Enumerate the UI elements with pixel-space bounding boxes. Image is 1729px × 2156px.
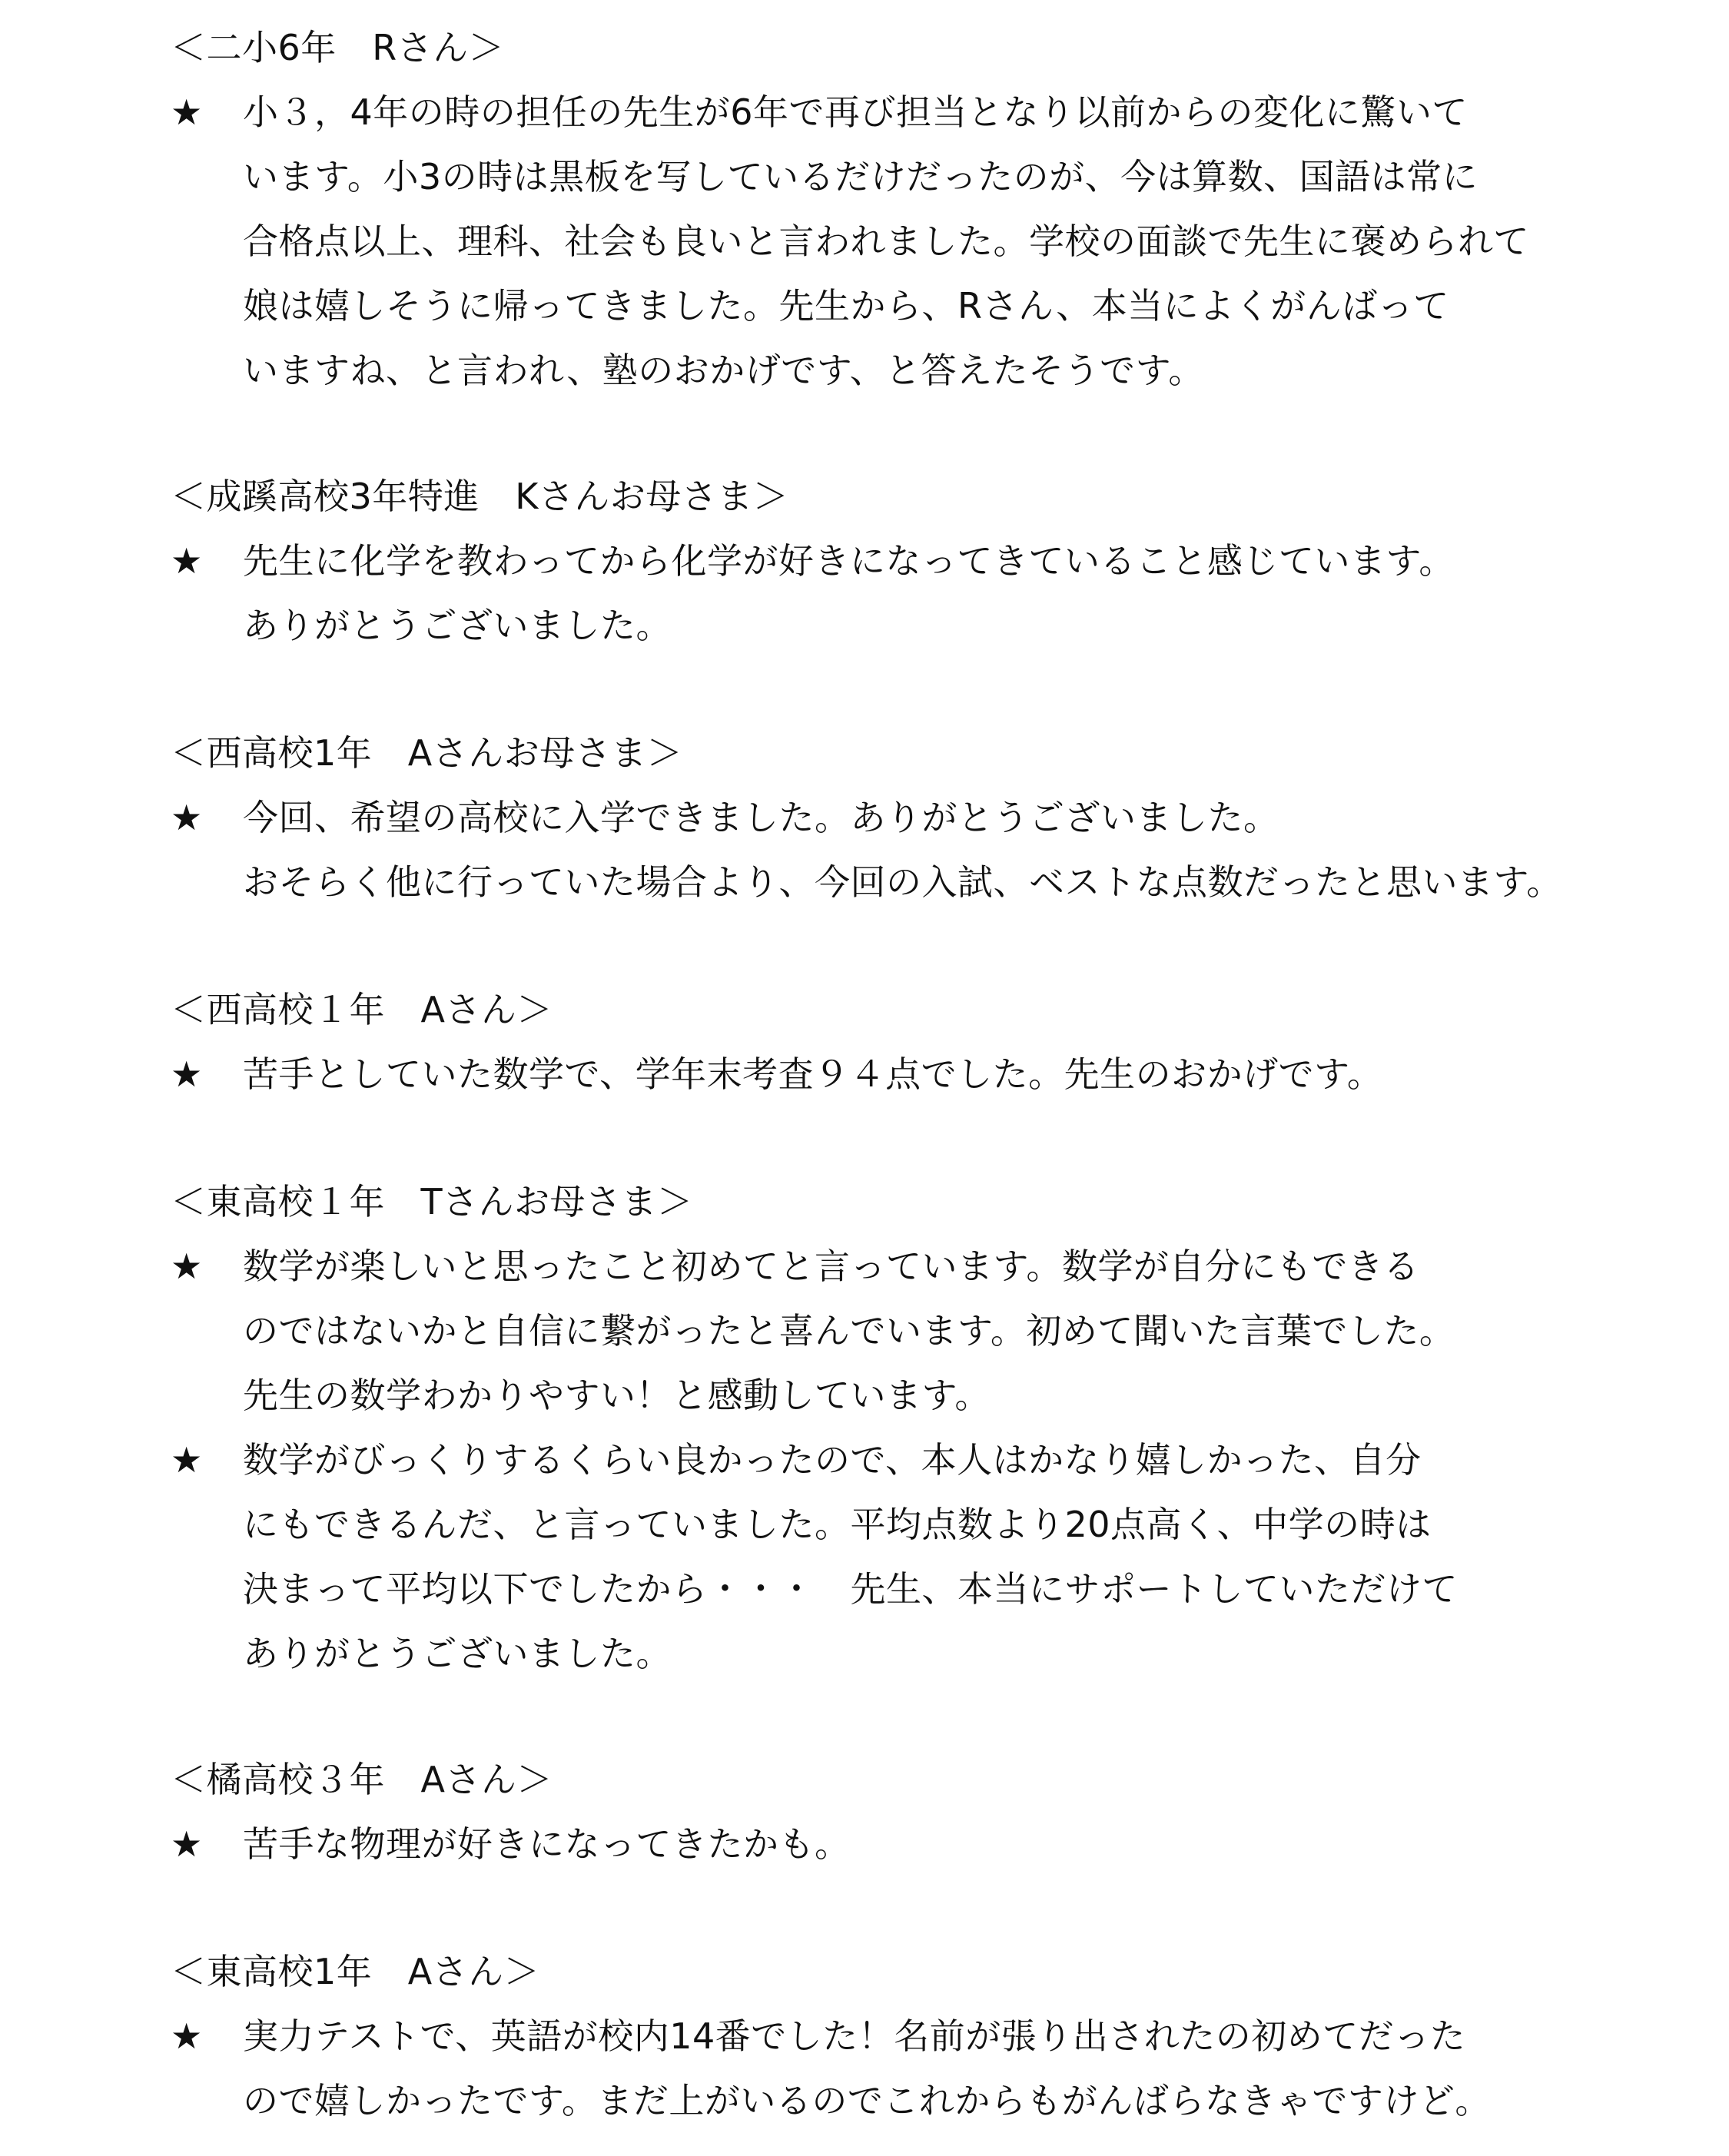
entry-text <box>243 529 1631 658</box>
testimonial-entry <box>171 1234 1631 1428</box>
text-line: 実力テストで、英語が校内14番でした！名前が張り出されたの初めてだった <box>243 2015 1466 2057</box>
text-line: ので嬉しかったです。まだ上がいるのでこれからもがんばらなきゃですけど。 <box>243 2080 1491 2121</box>
testimonial-section <box>171 1939 1631 2133</box>
entry-text <box>243 2004 1631 2133</box>
text-line: 今回、希望の高校に入学できました。ありがとうございました。 <box>243 797 1279 838</box>
testimonial-section <box>171 1747 1631 1876</box>
text-line: います。小3の時は黒板を写しているだけだったのが、今は算数、国語は常に <box>243 156 1478 197</box>
star-bullet-icon: ★ <box>171 797 203 838</box>
star-bullet-icon: ★ <box>171 1053 203 1095</box>
testimonial-entry <box>171 1428 1631 1686</box>
section-title: ＜成蹊高校3年特進 Kさんお母さま＞ <box>171 476 789 517</box>
star-bullet-icon: ★ <box>171 91 203 133</box>
text-line: のではないかと自信に繋がったと喜んでいます。初めて聞いた言葉でした。 <box>243 1310 1455 1352</box>
text-line: 数学が楽しいと思ったこと初めてと言っています。数学が自分にもできる <box>243 1246 1419 1287</box>
testimonial-section <box>171 464 1631 658</box>
testimonial-entry <box>171 80 1631 403</box>
entry-text <box>243 1234 1631 1428</box>
entry-text <box>243 785 1631 914</box>
text-line: 先生に化学を教わってから化学が好きになってきていること感じています。 <box>243 540 1455 582</box>
entry-text <box>243 1042 1631 1106</box>
section-title: ＜東高校1年 Aさん＞ <box>171 1951 540 1992</box>
section-title: ＜橘高校３年 Aさん＞ <box>171 1759 553 1800</box>
testimonial-section <box>171 721 1631 914</box>
star-bullet-icon: ★ <box>171 1823 203 1865</box>
testimonial-entry <box>171 785 1631 914</box>
section-title: ＜二小6年 Rさん＞ <box>171 27 505 68</box>
entry-text <box>243 80 1631 403</box>
section-title: ＜西高校１年 Aさん＞ <box>171 989 553 1030</box>
text-line: 苦手な物理が好きになってきたかも。 <box>243 1823 851 1865</box>
testimonial-section <box>171 1169 1631 1686</box>
text-line: 決まって平均以下でしたから・・・ 先生、本当にサポートしていただけて <box>243 1568 1458 1610</box>
star-bullet-icon: ★ <box>171 1246 203 1287</box>
text-line: 合格点以上、理科、社会も良いと言われました。学校の面談で先生に褒められて <box>243 221 1529 262</box>
text-line: 小３，4年の時の担任の先生が6年で再び担当となり以前からの変化に驚いて <box>243 91 1468 133</box>
star-bullet-icon: ★ <box>171 1439 203 1481</box>
text-line: 数学がびっくりするくらい良かったので、本人はかなり嬉しかった、自分 <box>243 1439 1422 1481</box>
testimonial-entry <box>171 2004 1631 2133</box>
text-line: 苦手としていた数学で、学年末考査９４点でした。先生のおかげです。 <box>243 1053 1383 1095</box>
entry-text <box>243 1812 1631 1876</box>
text-line: ありがとうございました。 <box>243 1633 672 1674</box>
text-line: にもできるんだ、と言っていました。平均点数より20点高く、中学の時は <box>243 1504 1432 1545</box>
text-line: 先生の数学わかりやすい！と感動しています。 <box>243 1375 991 1416</box>
testimonial-entry <box>171 1042 1631 1106</box>
text-line: 娘は嬉しそうに帰ってきました。先生から、Rさん、本当によくがんばって <box>243 285 1449 327</box>
star-bullet-icon: ★ <box>171 2015 203 2057</box>
testimonial-section <box>171 977 1631 1106</box>
text-line: いますね、と言われ、塾のおかげです、と答えたそうです。 <box>243 350 1204 391</box>
testimonial-entry <box>171 1812 1631 1876</box>
text-line: おそらく他に行っていた場合より、今回の入試、ベストな点数だったと思います。 <box>243 861 1562 903</box>
entry-text <box>243 1428 1631 1686</box>
star-bullet-icon: ★ <box>171 540 203 582</box>
testimonial-section <box>171 15 1631 403</box>
text-line: ありがとうございました。 <box>243 605 672 646</box>
section-title: ＜東高校１年 Tさんお母さま＞ <box>171 1181 693 1222</box>
section-title: ＜西高校1年 Aさんお母さま＞ <box>171 732 683 774</box>
testimonial-entry <box>171 529 1631 658</box>
